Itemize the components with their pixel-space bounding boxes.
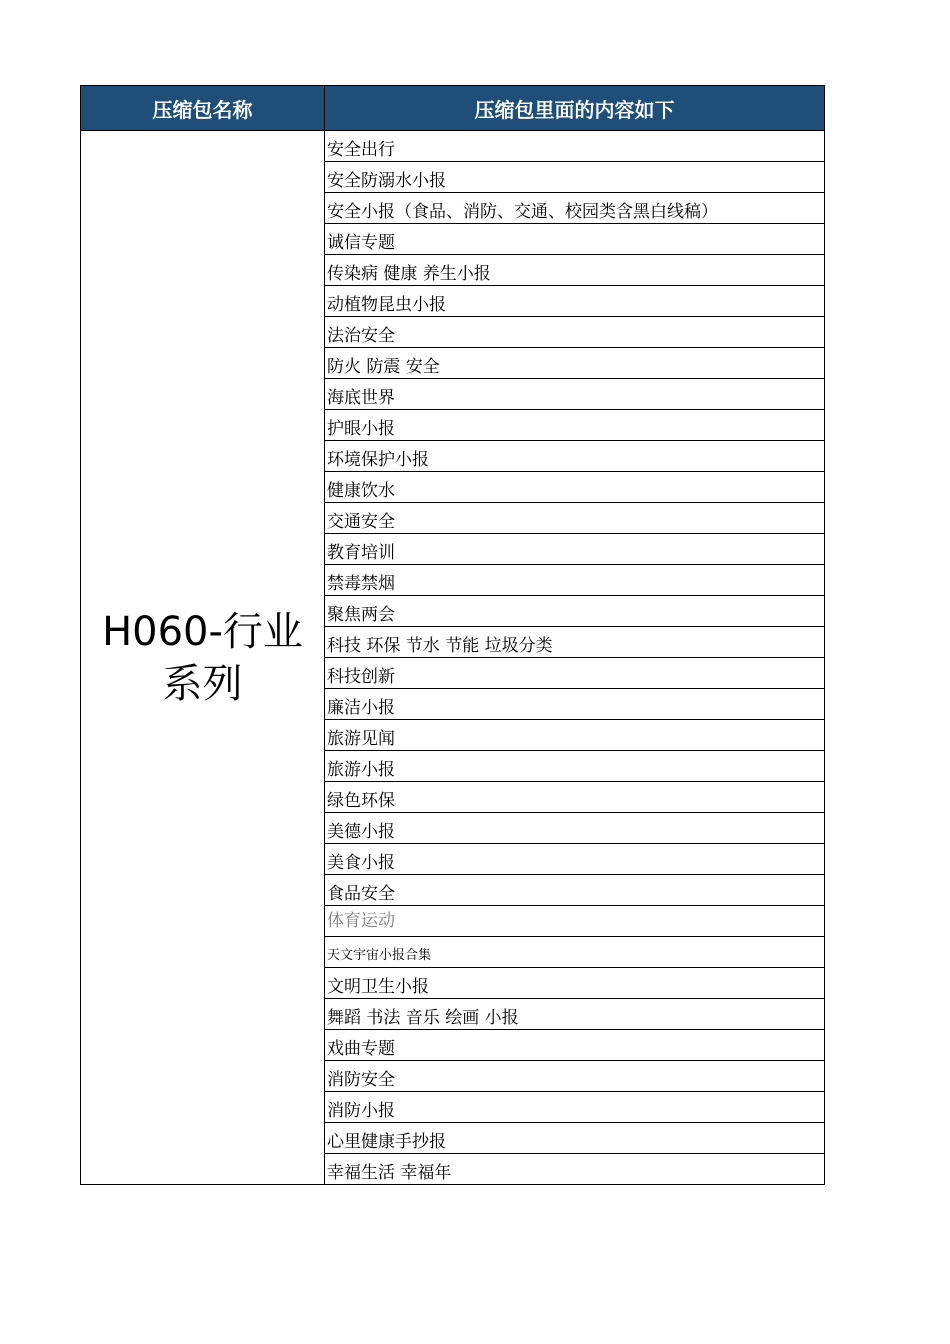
content-item: 防火 防震 安全	[325, 348, 825, 379]
content-item: 食品安全	[325, 875, 825, 906]
content-item: 消防小报	[325, 1092, 825, 1123]
content-item: 廉洁小报	[325, 689, 825, 720]
package-name-line1: H060-行业	[102, 608, 303, 655]
content-item: 天文宇宙小报合集	[325, 937, 825, 968]
content-item: 心里健康手抄报	[325, 1123, 825, 1154]
content-item: 海底世界	[325, 379, 825, 410]
content-item: 美食小报	[325, 844, 825, 875]
content-item: 安全出行	[325, 131, 825, 162]
content-item: 教育培训	[325, 534, 825, 565]
content-item: 科技创新	[325, 658, 825, 689]
content-item: 诚信专题	[325, 224, 825, 255]
content-item: 传染病 健康 养生小报	[325, 255, 825, 286]
content-item: 文明卫生小报	[325, 968, 825, 999]
content-item: 动植物昆虫小报	[325, 286, 825, 317]
package-name-cell	[81, 131, 325, 1185]
content-item: 护眼小报	[325, 410, 825, 441]
header-contents: 压缩包里面的内容如下	[325, 86, 825, 131]
package-name-line2: 系列	[162, 660, 243, 707]
table-body	[81, 131, 825, 1185]
content-item: 美德小报	[325, 813, 825, 844]
table-row	[81, 131, 825, 162]
content-item: 舞蹈 书法 音乐 绘画 小报	[325, 999, 825, 1030]
content-item: 幸福生活 幸福年	[325, 1154, 825, 1185]
content-item: 旅游小报	[325, 751, 825, 782]
header-package-name: 压缩包名称	[81, 86, 325, 131]
content-item: 健康饮水	[325, 472, 825, 503]
content-item: 聚焦两会	[325, 596, 825, 627]
content-item: 安全防溺水小报	[325, 162, 825, 193]
content-item: 绿色环保	[325, 782, 825, 813]
package-contents-table	[80, 85, 825, 1185]
content-item: 戏曲专题	[325, 1030, 825, 1061]
content-item: 旅游见闻	[325, 720, 825, 751]
content-item: 禁毒禁烟	[325, 565, 825, 596]
content-item: 消防安全	[325, 1061, 825, 1092]
content-item: 交通安全	[325, 503, 825, 534]
content-item: 体育运动	[325, 906, 825, 937]
content-item: 法治安全	[325, 317, 825, 348]
content-item: 环境保护小报	[325, 441, 825, 472]
header-row	[81, 86, 825, 131]
content-item: 安全小报（食品、消防、交通、校园类含黑白线稿）	[325, 193, 825, 224]
content-item: 科技 环保 节水 节能 垃圾分类	[325, 627, 825, 658]
